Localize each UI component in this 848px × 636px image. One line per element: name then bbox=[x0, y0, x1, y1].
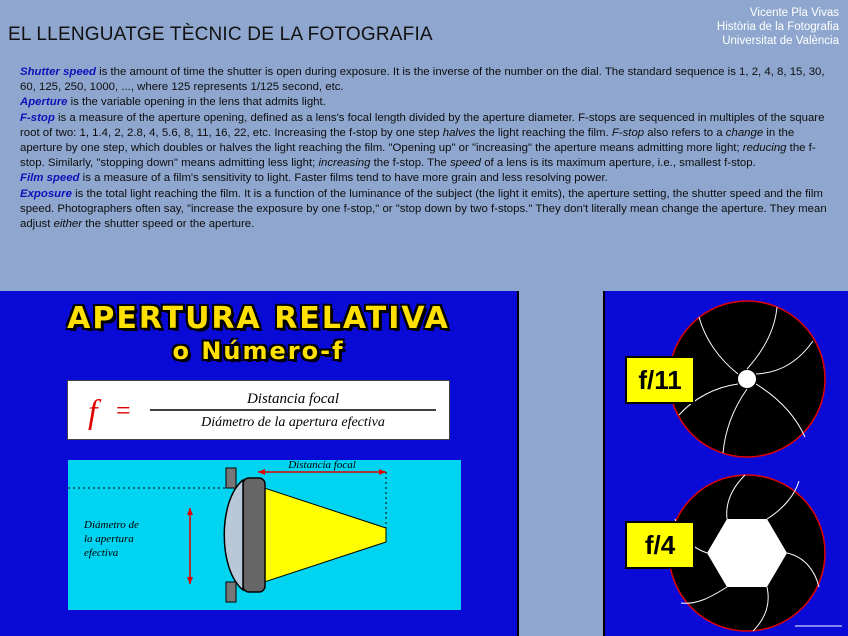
paragraph-text: of a lens is its maximum aperture, i.e., smallest f-stop. bbox=[481, 157, 756, 170]
term-aperture: Aperture bbox=[20, 96, 68, 109]
focal-arrowhead-right bbox=[379, 469, 386, 475]
focal-label: Distancia focal bbox=[288, 460, 356, 471]
paragraph-text: is the variable opening in the lens that admits light. bbox=[67, 96, 326, 109]
page-title: EL LLENGUATGE TÈCNIC DE LA FOTOGRAFIA bbox=[8, 24, 433, 45]
paragraph-text: in the aperture by one step, which doubles or halves the light reaching the film. "Opening up" or "increasing" the aperture means admitting more light; bbox=[20, 126, 795, 155]
formula-graphic bbox=[68, 381, 449, 439]
diameter-label-3: efectiva bbox=[84, 547, 119, 559]
formula-denominator: Diámetro de la apertura efectiva bbox=[201, 415, 385, 430]
emphasis-text: speed bbox=[449, 157, 482, 170]
formula-f: f bbox=[88, 394, 98, 431]
diaphragm-graphics bbox=[605, 291, 848, 636]
credit-university: Universitat de València bbox=[722, 35, 839, 47]
emphasis-text: reducing bbox=[742, 142, 787, 155]
diameter-label-1: Diámetro de bbox=[84, 519, 139, 531]
film-speed-paragraph bbox=[20, 171, 834, 186]
lens-mount-top bbox=[226, 468, 236, 488]
fstop-badge-f11: f/11 bbox=[625, 356, 695, 404]
formula-equals: = bbox=[116, 396, 131, 425]
paragraph-text: is the total light reaching the film. It is a function of the luminance of the subject (the light it emits), the aperture setting, the shutter speed and the film speed. Photographers often say, "increase the exposure by one f-stop," or "stop down by two f-stops." They don't literally mean change the aperture. They mean adjust bbox=[20, 187, 827, 231]
aperture-paragraph bbox=[20, 95, 834, 110]
paragraph-text: the shutter speed or the aperture. bbox=[82, 218, 255, 231]
term-fstop: F-stop bbox=[20, 111, 55, 124]
definitions-text bbox=[20, 65, 834, 232]
paragraph-text: the light reaching the film. bbox=[475, 126, 612, 139]
exposure-paragraph bbox=[20, 187, 834, 233]
light-cone bbox=[246, 482, 386, 588]
emphasis-text: either bbox=[53, 218, 83, 231]
term-exposure: Exposure bbox=[20, 187, 72, 200]
diameter-arrowhead-top bbox=[187, 508, 193, 515]
paragraph-text: also refers to a bbox=[644, 126, 726, 139]
credit-course: Història de la Fotografia bbox=[716, 21, 839, 33]
aperture-subtitle: o Número-f bbox=[172, 337, 345, 365]
term-film-speed: Film speed bbox=[20, 172, 80, 185]
emphasis-text: halves bbox=[442, 126, 476, 139]
emphasis-text: increasing bbox=[318, 157, 371, 170]
paragraph-text: is a measure of the aperture opening, defined as a lens's focal length divided by the aperture diameter. F-stops are sequenced in multiples of the square root of two: 1, 1.4, 2, 2.8, 4, 5.6, 8, 11, 16, 22, etc. Increasing the f-stop by one step bbox=[20, 111, 825, 139]
aperture-title: APERTURA RELATIVA bbox=[67, 301, 450, 336]
lens-mount-bottom bbox=[226, 582, 236, 602]
credit-author: Vicente Pla Vivas bbox=[749, 7, 839, 19]
lens-element bbox=[224, 480, 243, 590]
fstop-badge-f4: f/4 bbox=[625, 521, 695, 569]
lens-diagram bbox=[68, 460, 461, 610]
term-shutter-speed: Shutter speed bbox=[20, 66, 96, 78]
fstop-comparison-panel bbox=[603, 291, 848, 636]
diameter-arrowhead-bottom bbox=[187, 577, 193, 584]
paragraph-text: is a measure of a film's sensitivity to light. Faster films tend to have more grain and less resolving power. bbox=[79, 172, 608, 185]
paragraph-text: the f-stop. The bbox=[370, 157, 450, 170]
credits bbox=[717, 6, 839, 48]
emphasis-text: change bbox=[725, 126, 764, 139]
lens-barrel bbox=[243, 478, 265, 592]
diameter-label-2: la apertura bbox=[84, 533, 134, 545]
fstop-paragraph bbox=[20, 111, 834, 172]
formula-numerator: Distancia focal bbox=[246, 391, 340, 407]
aperture-illustration-panel bbox=[0, 291, 519, 636]
emphasis-text: F-stop bbox=[611, 126, 645, 139]
focal-arrowhead-left bbox=[258, 469, 265, 475]
lens-diagram-graphic bbox=[68, 460, 461, 610]
paragraph-text: the f-stop. Similarly, "stopping down" means admitting less light; bbox=[20, 142, 816, 170]
shutter-speed-paragraph bbox=[20, 65, 834, 95]
formula-box bbox=[67, 380, 450, 440]
paragraph-text: is the amount of time the shutter is open during exposure. It is the inverse of the number on the dial. The standard sequence is 1, 2, 4, 8, 15, 30, 60, 125, 250, 1000, ..., where 125 represents 1/125 second, etc. bbox=[20, 66, 825, 94]
